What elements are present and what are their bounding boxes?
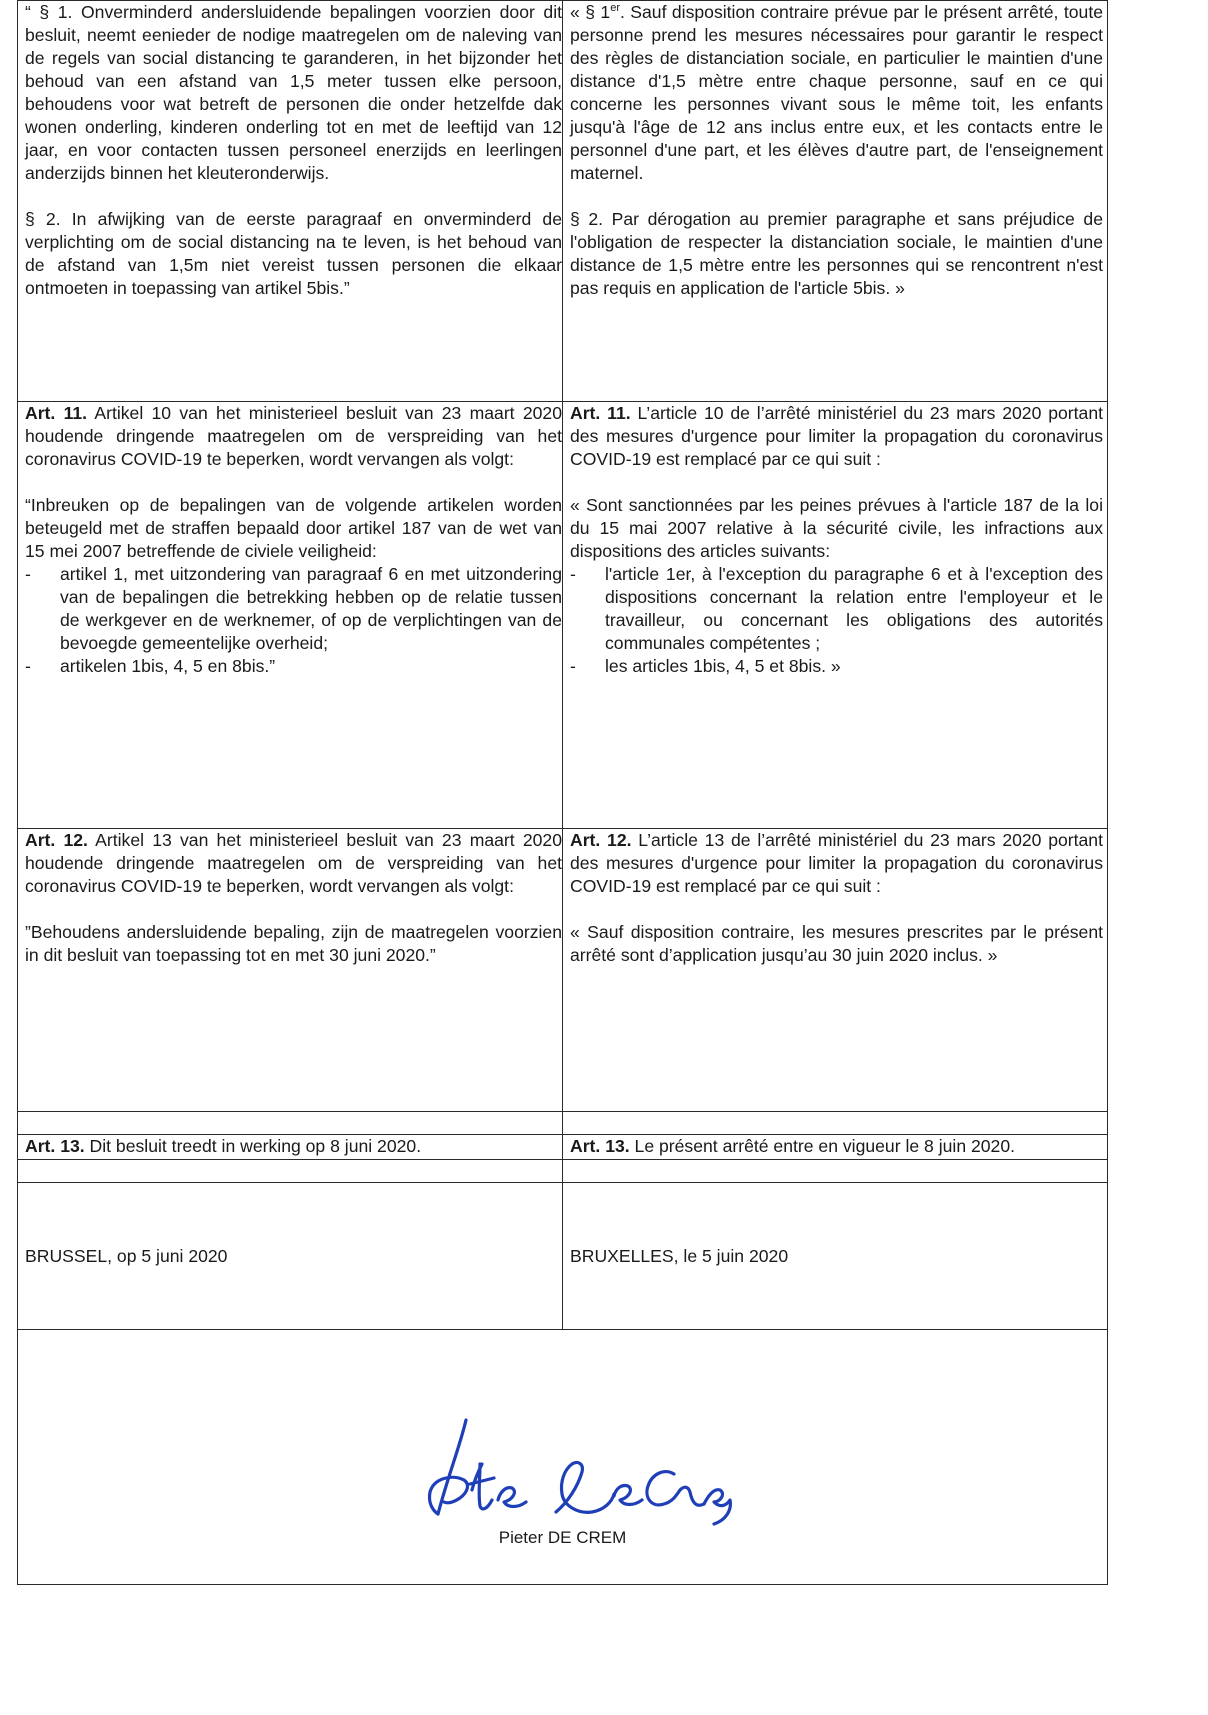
table-row-place-date [18, 1183, 1108, 1330]
handwritten-signature [408, 1416, 738, 1526]
list-item: - l'article 1er, à l'exception du paragraphe 6 et à l'exception des dispositions concernant la relation entre l'employeur et le travailleur, ou concernant les obligations des autorités communales compétentes ; [570, 563, 1103, 655]
fr-art11-label: Art. 11. [570, 403, 631, 423]
nl-art10-paragraph-1: “ § 1. Onverminderd andersluidende bepalingen voorzien door dit besluit, neemt eenieder de nodige maatregelen om de naleving van de regels van social distancing te garanderen, in het bijzonder het behoud van een afstand van 1,5 meter tussen elke persoon, behoudens voor wat betreft de personen die onder hetzelfde dak wonen onderling, kinderen onderling tot en met de leeftijd van 12 jaar, en voor contacten tussen personeel enerzijds en leerlingen anderzijds binnen het kleuteronderwijs. [25, 2, 562, 183]
nl-art10-paragraph-2: § 2. In afwijking van de eerste paragraaf en onverminderd de verplichting om de social distancing na te leven, is het behoud van de afstand van 1,5m niet vereist tussen personen die elkaar ontmoeten in toepassing van artikel 5bis.” [25, 209, 562, 298]
fr-art11-list [570, 563, 1103, 678]
cell-nl-art12 [18, 829, 563, 1112]
list-item: - artikel 1, met uitzondering van paragraaf 6 en met uitzondering van de bepalingen die betrekking hebben op de relatie tussen de werkgever en de werknemer, of op de verplichtingen van de bevoegde gemeentelijke overheid; [25, 563, 562, 655]
table-row-art13 [18, 1135, 1108, 1160]
table-row-signature [18, 1330, 1108, 1585]
nl-art11-paragraph-2: “Inbreuken op de bepalingen van de volgende artikelen worden beteugeld met de straffen bepaald door artikel 187 van de wet van 15 mei 2007 betreffende de civiele veiligheid: [25, 495, 562, 561]
nl-art12-intro: Art. 12. Artikel 13 van het ministerieel besluit van 23 maart 2020 houdende dringende maatregelen om de verspreiding van het coronavirus COVID-19 te beperken, wordt vervangen als volgt: [25, 830, 562, 896]
signer-name: Pieter DE CREM [498, 1528, 627, 1547]
nl-art11-intro: Art. 11. Artikel 10 van het ministerieel besluit van 23 maart 2020 houdende dringende maatregelen om de verspreiding van het coronavirus COVID-19 te beperken, wordt vervangen als volgt: [25, 403, 562, 469]
cell-nl-art10 [18, 1, 563, 402]
empty-cell [18, 1160, 563, 1183]
cell-nl-art11 [18, 402, 563, 829]
signature-cell [18, 1330, 1108, 1585]
table-row-art10 [18, 1, 1108, 402]
cell-fr-art13 [563, 1135, 1108, 1160]
cell-fr-art11 [563, 402, 1108, 829]
nl-art12-paragraph-2: ”Behoudens andersluidende bepaling, zijn de maatregelen voorzien in dit besluit van toepassing tot en met 30 juni 2020.” [25, 922, 562, 965]
fr-art12-intro: Art. 12. L’article 13 de l’arrêté ministériel du 23 mars 2020 portant des mesures d'urgence pour limiter la propagation du coronavirus COVID-19 est remplacé par ce qui suit : [570, 830, 1103, 896]
document-page [17, 0, 1107, 1714]
cell-fr-art10 [563, 1, 1108, 402]
nl-place-date: BRUSSEL, op 5 juni 2020 [25, 1245, 228, 1266]
cell-fr-art12 [563, 829, 1108, 1112]
table-row-spacer [18, 1160, 1108, 1183]
empty-cell [18, 1112, 563, 1135]
list-item: - les articles 1bis, 4, 5 et 8bis. » [570, 655, 1103, 678]
empty-cell [563, 1160, 1108, 1183]
table-row-art12 [18, 829, 1108, 1112]
table-row-spacer [18, 1112, 1108, 1135]
fr-art12-label: Art. 12. [570, 830, 632, 850]
fr-art13-label: Art. 13. [570, 1136, 630, 1156]
fr-art10-paragraph-1: « § 1er. Sauf disposition contraire prévue par le présent arrêté, toute personne prend les mesures nécessaires pour garantir le respect des règles de distanciation sociale, en particulier le maintien d'une distance d'1,5 mètre entre chaque personne, sauf en ce qui concerne les personnes vivant sous le même toit, les enfants jusqu'à l'âge de 12 ans inclus entre eux, et les contacts entre le personnel d'une part, et les élèves d'autre part, de l'enseignement maternel. [570, 2, 1103, 183]
fr-art10-paragraph-2: § 2. Par dérogation au premier paragraphe et sans préjudice de l'obligation de respecter la distanciation sociale, le maintien d'une distance de 1,5 mètre entre les personnes qui se rencontrent n'est pas requis en application de l'article 5bis. » [570, 209, 1103, 298]
cell-fr-place-date [563, 1183, 1108, 1330]
nl-art11-label: Art. 11. [25, 403, 88, 423]
nl-art12-label: Art. 12. [25, 830, 88, 850]
fr-art12-paragraph-2: « Sauf disposition contraire, les mesures prescrites par le présent arrêté sont d’application jusqu’au 30 juin 2020 inclus. » [570, 922, 1103, 965]
fr-art13-text: Le présent arrêté entre en vigueur le 8 juin 2020. [629, 1136, 1016, 1156]
list-item: - artikelen 1bis, 4, 5 en 8bis.” [25, 655, 562, 678]
fr-place-date: BRUXELLES, le 5 juin 2020 [570, 1245, 789, 1266]
empty-cell [563, 1112, 1108, 1135]
table-row-art11 [18, 402, 1108, 829]
bilingual-table [17, 0, 1108, 1585]
fr-art11-intro: Art. 11. L’article 10 de l’arrêté ministériel du 23 mars 2020 portant des mesures d'urgence pour limiter la propagation du coronavirus COVID-19 est remplacé par ce qui suit : [570, 403, 1103, 469]
nl-art13-label: Art. 13. [25, 1136, 85, 1156]
fr-art11-paragraph-2: « Sont sanctionnées par les peines prévues à l'article 187 de la loi du 15 mai 2007 relative à la sécurité civile, les infractions aux dispositions des articles suivants: [570, 495, 1103, 561]
nl-art13-text: Dit besluit treedt in werking op 8 juni 2020. [84, 1136, 422, 1156]
cell-nl-art13 [18, 1135, 563, 1160]
cell-nl-place-date [18, 1183, 563, 1330]
nl-art11-list [25, 563, 562, 678]
